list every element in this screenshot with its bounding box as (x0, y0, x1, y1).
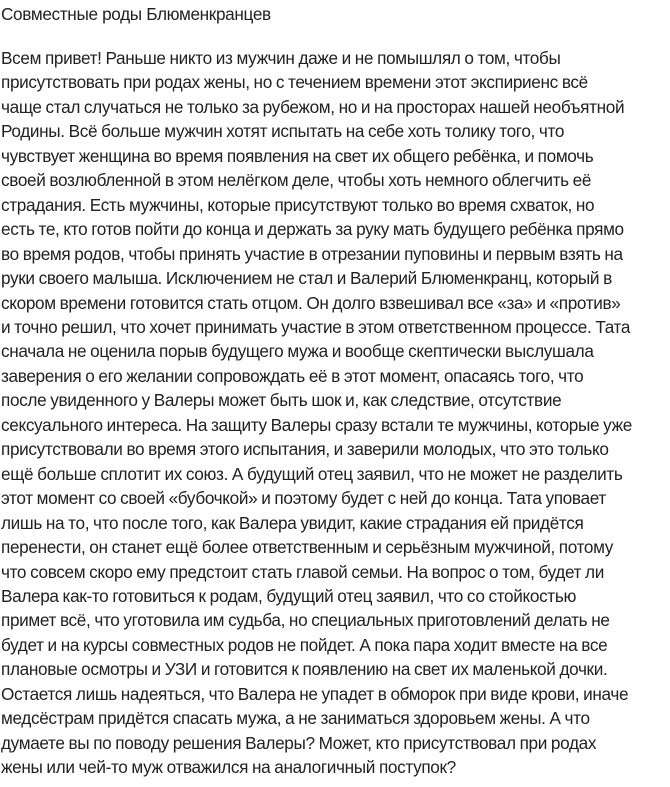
article (1, 0, 669, 780)
body-line: есть те, кто готов пойти до конца и держать за руку мать будущего ребёнка прямо (1, 219, 624, 240)
body-line: Остается лишь надеяться, что Валера не упадет в обморок при виде крови, иначе (1, 683, 629, 704)
article-title: Совместные роды Блюменкранцев (1, 4, 271, 24)
body-line: будет и на курсы совместных родов не пойдет. А пока пара ходит вместе на все (1, 634, 608, 655)
body-line: присутствовали во время этого испытания, и заверили молодых, что это только (1, 439, 609, 460)
body-line: во время родов, чтобы принять участие в отрезании пуповины и первым взять на (1, 243, 623, 264)
body-line: примет всё, что уготовила им судьба, но специальных приготовлений делать не (1, 610, 610, 631)
body-line: чувствует женщина во время появления на свет их общего ребёнка, и помочь (1, 145, 594, 166)
body-line: чаще стал случаться не только за рубежом, но и на просторах нашей необъятной (1, 96, 625, 117)
body-line: и точно решил, что хочет принимать участие в этом ответственном процессе. Тата (1, 316, 631, 337)
body-line: думаете вы по поводу решения Валеры? Может, кто присутствовал при родах (1, 732, 597, 753)
body-line: Родины. Всё больше мужчин хотят испытать на себе хоть толику того, что (1, 121, 565, 142)
body-line: руки своего малыша. Исключением не стал и Валерий Блюменкранц, который в (1, 268, 612, 289)
body-line: жены или чей-то муж отважился на аналогичный поступок? (1, 757, 456, 778)
body-line: своей возлюбленной в этом нелёгком деле, чтобы хоть немного облегчить её (1, 170, 592, 191)
body-line: ещё больше сплотит их союз. А будущий отец заявил, что не может не разделить (1, 463, 623, 484)
body-line: страдания. Есть мужчины, которые присутствуют только во время схваток, но (1, 194, 595, 215)
body-line: что совсем скоро ему предстоит стать главой семьи. На вопрос о том, будет ли (1, 561, 604, 582)
body-line: плановые осмотры и УЗИ и готовится к появлению на свет их маленькой дочки. (1, 659, 608, 680)
body-line: скором времени готовится стать отцом. Он долго взвешивал все «за» и «против» (1, 292, 621, 313)
article-body (1, 46, 669, 780)
body-line: после увиденного у Валеры может быть шок и, как следствие, отсутствие (1, 390, 562, 411)
body-line: сначала не оценила порыв будущего мужа и вообще скептически выслушала (1, 341, 594, 362)
body-line: присутствовать при родах жены, но с течением времени этот экспириенс всё (1, 72, 588, 93)
body-line: медсёстрам придётся спасать мужа, а не заниматься здоровьем жены. А что (1, 708, 590, 729)
body-line: заверения о его желании сопровождать её в этот момент, опасаясь того, что (1, 365, 584, 386)
body-line: лишь на то, что после того, как Валера увидит, какие страдания ей придётся (1, 512, 584, 533)
body-line: Всем привет! Раньше никто из мужчин даже и не помышлял о том, чтобы (1, 48, 561, 68)
body-line: перенести, он станет ещё более ответственным и серьёзным мужчиной, потому (1, 537, 614, 558)
body-line: сексуального интереса. На защиту Валеры сразу встали те мужчины, которые уже (1, 414, 632, 435)
body-line: Валера как-то готовиться к родам, будущий отец заявил, что со стойкостью (1, 585, 576, 606)
body-line: этот момент со своей «бубочкой» и поэтому будет с ней до конца. Тата уповает (1, 488, 606, 509)
